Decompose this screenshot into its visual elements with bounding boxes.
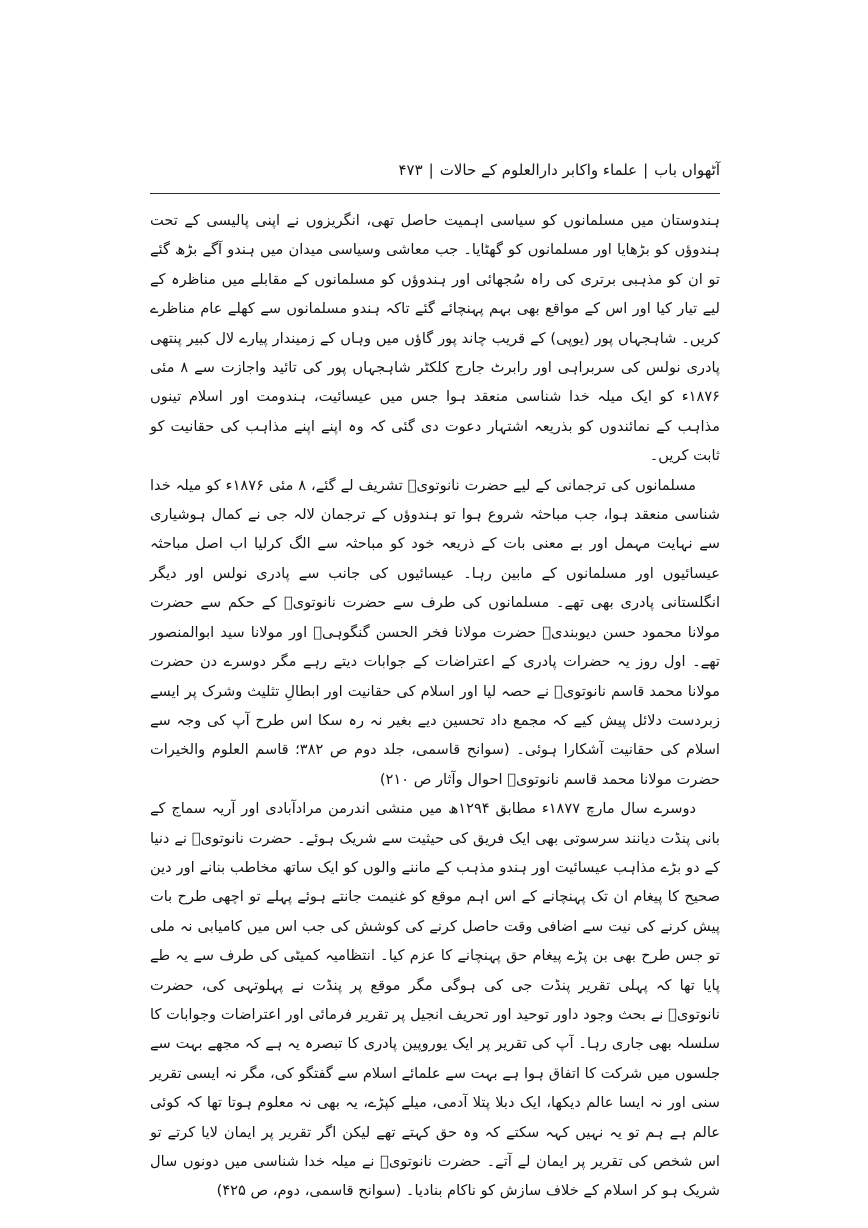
chapter-label: آٹھواں باب bbox=[654, 161, 720, 179]
paragraph: مسلمانوں کی ترجمانی کے لیے حضرت نانوتویؒ تشریف لے گئے، ۸ مئی ۱۸۷۶ء کو میلہ خدا شناسی منعقد ہوا، جب مباحثہ شروع ہوا تو ہندوؤں کے ترجمان لالہ جی نے کمال ہوشیاری سے نہایت مہمل اور بے معنی بات کے ذریعہ خود کو مباحثہ سے الگ کرلیا اب اصل مباحثہ عیسائیوں اور مسلمانوں کے مابین رہا۔ عیسائیوں کی جانب سے پادری نولس اور دیگر انگلستانی پادری بھی تھے۔ مسلمانوں کی طرف سے حضرت نانوتویؒ کے حکم سے حضرت مولانا محمود حسن دیوبندیؒ حضرت مولانا فخر الحسن گنگوہیؒ اور مولانا سید ابوالمنصور تھے۔ اول روز یہ حضرات پادری کے اعتراضات کے جوابات دیتے رہے مگر دوسرے دن حضرت مولانا محمد قاسم نانوتویؒ نے حصہ لیا اور اسلام کی حقانیت اور ابطالِ تثلیث وشرک پر ایسے زبردست دلائل پیش کیے کہ مجمع داد تحسین دیے بغیر نہ رہ سکا اس طرح آپ کی وجہ سے اسلام کی حقانیت آشکارا ہوئی۔ (سوانح قاسمی، جلد دوم ص ۳۸۲؛ قاسم العلوم والخیرات حضرت مولانا محمد قاسم نانوتویؒ احوال وآثار ص ۲۱۰) bbox=[150, 476, 720, 788]
header-divider bbox=[150, 193, 720, 194]
page-body bbox=[150, 206, 720, 1206]
page-number: ۴۷۳ bbox=[398, 161, 423, 179]
paragraph: دوسرے سال مارچ ۱۸۷۷ء مطابق ۱۲۹۴ھ میں منشی اندرمن مرادآبادی اور آریہ سماج کے بانی پنڈت دیانند سرسوتی بھی ایک فریق کی حیثیت سے شریک ہوئے۔ حضرت نانوتویؒ نے دنیا کے دو بڑے مذاہب عیسائیت اور ہندو مذہب کے ماننے والوں کو ایک ساتھ مخاطب بنانے اور دین صحیح کا پیغام ان تک پہنچانے کے اس اہم موقع کو غنیمت جانتے ہوئے پہلے تو اچھی طرح بات پیش کرنے کی نیت سے اضافی وقت حاصل کرنے کی کوشش کی جب اس میں کامیابی نہ ملی تو جس طرح بھی بن پڑے پیغام حق پہنچانے کا عزم کیا۔ انتظامیہ کمیٹی کی طرف سے یہ طے پایا تھا کہ پہلی تقریر پنڈت جی کی ہوگی مگر موقع پر پنڈت نے پہلوتہی کی، حضرت نانوتویؒ نے بحث وجود داور توحید اور تحریف انجیل پر تقریر فرمائی اور اعتراضات وجوابات کا سلسلہ بھی جاری رہا۔ آپ کی تقریر پر ایک یوروپین پادری کا تبصرہ یہ ہے کہ مجھے بہت سے جلسوں میں شرکت کا اتفاق ہوا ہے بہت سے علمائے اسلام سے گفتگو کی، مگر نہ ایسی تقریر سنی اور نہ ایسا عالم دیکھا، ایک دبلا پتلا آدمی، میلے کپڑے، یہ بھی نہ معلوم ہوتا تھا کہ کوئی عالم ہے ہم تو یہ نہیں کہہ سکتے کہ وہ حق کہتے تھے لیکن اگر تقریر پر ایمان لایا کرتے تو اس شخص کی تقریر پر ایمان لے آتے۔ حضرت نانوتویؒ نے میلہ خدا شناسی میں دونوں سال شریک ہو کر اسلام کے خلاف سازش کو ناکام بنادیا۔ (سوانح قاسمی، دوم، ص ۴۲۵) bbox=[150, 800, 720, 1200]
running-header bbox=[150, 156, 720, 184]
header-separator: | bbox=[643, 161, 649, 179]
paragraph: ہندوستان میں مسلمانوں کو سیاسی اہمیت حاصل تھی، انگریزوں نے اپنی پالیسی کے تحت ہندوؤں کو بڑھایا اور مسلمانوں کو گھٹایا۔ جب معاشی وسیاسی میدان میں ہندو آگے بڑھ گئے تو ان کو مذہبی برتری کی راہ سُجھائی اور ہندوؤں کو مسلمانوں کے مقابلے میں مناظرہ کے لیے تیار کیا اور اس کے مواقع بھی بہم پہنچائے گئے تاکہ ہندو مسلمانوں سے کھلے عام مناظرے کریں۔ شاہجہاں پور (یوپی) کے قریب چاند پور گاؤں میں وہاں کے زمیندار پیارے لال کبیر پنتھی پادری نولس کی سربراہی اور رابرٹ جارج کلکٹر شاہجہاں پور کی تائید واجازت سے ۸ مئی ۱۸۷۶ء کو ایک میلہ خدا شناسی منعقد ہوا جس میں عیسائیت، ہندومت اور اسلام تینوں مذاہب کے نمائندوں کو بذریعہ اشتہار دعوت دی گئی کہ وہ اپنے اپنے مذاہب کی حقانیت کو ثابت کریں۔ bbox=[150, 212, 720, 465]
header-separator: | bbox=[428, 161, 434, 179]
section-title: علماء واکابر دارالعلوم کے حالات bbox=[439, 161, 638, 179]
